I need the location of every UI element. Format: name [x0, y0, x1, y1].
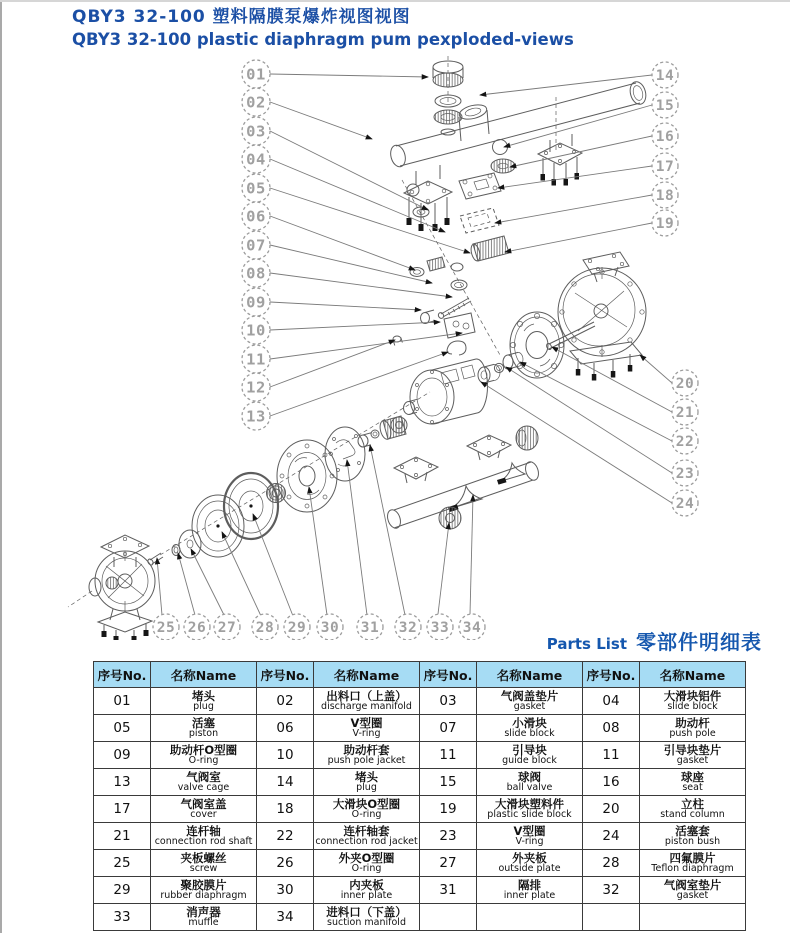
part-name-en: V-ring	[352, 728, 381, 740]
part-name-zh: 助动杆O型圈	[169, 742, 238, 757]
part-name-cell	[314, 769, 420, 796]
part-no-cell	[583, 904, 640, 931]
part-name-cell	[477, 715, 583, 742]
part-name-cell	[477, 823, 583, 850]
part-name-en: screw	[189, 863, 218, 875]
callout-11	[242, 345, 270, 373]
part-no-cell: 27	[420, 850, 477, 877]
callout-23	[672, 460, 698, 486]
part-name-zh: 气阀室	[186, 769, 221, 784]
svg-text:26: 26	[187, 620, 207, 636]
callout-20	[672, 370, 698, 396]
parts-row	[94, 823, 746, 850]
part-name-cell	[640, 877, 746, 904]
part-name-zh: 连杆轴	[186, 823, 221, 838]
callout-bubbles	[153, 60, 698, 640]
part-name-zh: 消声器	[186, 904, 221, 919]
part-no-cell: 11	[583, 742, 640, 769]
part-no-cell: 29	[94, 877, 151, 904]
callout-02	[242, 88, 270, 116]
part-no-cell: 02	[257, 688, 314, 715]
svg-text:30: 30	[320, 620, 340, 636]
part-name-zh: 气阀室盖	[180, 796, 227, 811]
part-name-zh: 球阀	[518, 769, 541, 784]
part-name-zh: 气阀室垫片	[663, 877, 722, 892]
part-name-cell	[640, 904, 746, 931]
part-name-en: V-ring	[515, 836, 544, 848]
part-name-en: push pole	[669, 728, 716, 740]
exploded-view-diagram	[0, 55, 790, 640]
part-no-cell: 31	[420, 877, 477, 904]
part-name-zh: 小滑块	[512, 715, 547, 730]
part-name-en: slide block	[504, 728, 555, 740]
parts-row	[94, 796, 746, 823]
callout-32	[395, 614, 421, 640]
part-name-zh: 进料口（下盖）	[326, 904, 407, 919]
part-name-en: gasket	[676, 890, 709, 902]
exploded-drawing	[0, 55, 790, 640]
part-name-cell	[477, 769, 583, 796]
part-no-cell: 03	[420, 688, 477, 715]
part-no-cell: 33	[94, 904, 151, 931]
callout-03	[242, 117, 270, 145]
callout-07	[242, 231, 270, 259]
svg-text:27: 27	[217, 620, 237, 636]
svg-text:15: 15	[655, 98, 675, 114]
svg-text:14: 14	[655, 68, 675, 84]
part-name-cell	[640, 715, 746, 742]
part-name-en: plug	[356, 782, 377, 794]
part-name-en: O-ring	[351, 809, 382, 821]
parts-row	[94, 769, 746, 796]
part-name-cell	[477, 688, 583, 715]
part-no-cell: 34	[257, 904, 314, 931]
part-name-zh: 球座	[681, 769, 704, 784]
part-no-cell: 15	[420, 769, 477, 796]
svg-text:09: 09	[246, 293, 266, 312]
part-name-cell	[477, 877, 583, 904]
part-name-zh: 堵头	[192, 688, 215, 703]
part-name-cell	[314, 877, 420, 904]
part-name-cell	[640, 769, 746, 796]
callout-26	[184, 614, 210, 640]
leader-lines	[157, 74, 675, 616]
col-header-name: 名称Name	[314, 662, 420, 688]
part-name-cell	[640, 688, 746, 715]
callout-29	[284, 614, 310, 640]
callout-08	[242, 259, 270, 287]
part-name-zh: 出料口（上盖）	[326, 688, 407, 703]
svg-text:12: 12	[246, 378, 266, 397]
center-pump-body	[391, 359, 488, 433]
title-block	[72, 6, 574, 50]
part-name-zh: 堵头	[355, 769, 378, 784]
part-name-en: suction manifold	[327, 917, 406, 929]
part-no-cell: 28	[583, 850, 640, 877]
part-name-cell	[151, 688, 257, 715]
svg-text:10: 10	[246, 321, 266, 340]
part-name-cell	[151, 823, 257, 850]
svg-text:07: 07	[246, 236, 266, 255]
part-name-en: connection rod jacket	[315, 836, 418, 848]
part-name-cell	[477, 904, 583, 931]
part-name-en: piston bush	[664, 836, 721, 848]
part-no-cell: 22	[257, 823, 314, 850]
svg-text:34: 34	[462, 620, 482, 636]
part-name-zh: 活塞套	[675, 823, 710, 838]
parts-row	[94, 904, 746, 931]
part-name-zh: 活塞	[192, 715, 215, 730]
col-header-no: 序号No.	[420, 662, 477, 688]
callout-15	[652, 92, 678, 118]
svg-text:11: 11	[246, 350, 266, 369]
callout-16	[652, 123, 678, 149]
callout-05	[242, 174, 270, 202]
part-name-zh: 大滑块塑料件	[495, 796, 564, 811]
part-name-cell	[477, 742, 583, 769]
svg-text:28: 28	[255, 620, 275, 636]
part-no-cell: 32	[583, 877, 640, 904]
part-name-en: stand column	[660, 809, 725, 821]
svg-text:29: 29	[287, 620, 307, 636]
part-name-cell	[314, 850, 420, 877]
callout-18	[652, 182, 678, 208]
part-name-cell	[477, 796, 583, 823]
part-no-cell: 25	[94, 850, 151, 877]
part-name-en: push pole jacket	[327, 755, 406, 767]
callout-27	[214, 614, 240, 640]
part-name-cell	[477, 850, 583, 877]
part-name-cell	[314, 823, 420, 850]
part-no-cell: 18	[257, 796, 314, 823]
svg-text:04: 04	[246, 150, 266, 169]
part-name-zh: V型圈	[350, 715, 383, 730]
part-name-en: inner plate	[340, 890, 393, 902]
part-name-en: ball valve	[506, 782, 553, 794]
part-no-cell: 20	[583, 796, 640, 823]
svg-text:23: 23	[675, 466, 695, 482]
svg-text:18: 18	[655, 188, 675, 204]
part-name-zh: 内夹板	[349, 877, 384, 892]
part-name-cell	[314, 742, 420, 769]
part-name-en: piston	[188, 728, 219, 740]
part-name-cell	[151, 796, 257, 823]
part-no-cell: 17	[94, 796, 151, 823]
part-name-en: guide block	[502, 755, 557, 767]
part-name-en: O-ring	[351, 863, 382, 875]
part-no-cell: 09	[94, 742, 151, 769]
part-name-en: plug	[193, 701, 214, 713]
part-name-en: cover	[190, 809, 217, 821]
parts-table-header	[94, 662, 746, 688]
part-name-zh: 外夹O型圈	[338, 850, 395, 865]
part-no-cell: 07	[420, 715, 477, 742]
callout-22	[672, 428, 698, 454]
col-header-no: 序号No.	[94, 662, 151, 688]
callout-04	[242, 145, 270, 173]
part-name-cell	[151, 850, 257, 877]
callout-25	[153, 614, 179, 640]
parts-list-heading-zh: 零部件明细表	[636, 630, 762, 654]
part-name-cell	[314, 715, 420, 742]
part-no-cell: 04	[583, 688, 640, 715]
part-no-cell: 14	[257, 769, 314, 796]
part-name-cell	[640, 742, 746, 769]
part-name-en: muffle	[188, 917, 219, 929]
parts-row	[94, 688, 746, 715]
svg-text:31: 31	[360, 620, 380, 636]
col-header-name: 名称Name	[151, 662, 257, 688]
parts-row	[94, 877, 746, 904]
part-no-cell: 01	[94, 688, 151, 715]
callout-19	[652, 210, 678, 236]
parts-list-heading-en: Parts List	[546, 635, 627, 653]
parts-row	[94, 850, 746, 877]
part-name-zh: 四氟膜片	[669, 850, 716, 865]
page-title-zh: QBY3 32-100 塑料隔膜泵爆炸视图视图	[72, 7, 411, 27]
svg-text:17: 17	[655, 159, 675, 175]
part-name-cell	[151, 742, 257, 769]
part-name-zh: 引导块垫片	[663, 742, 722, 757]
part-name-zh: 连杆轴套	[343, 823, 390, 838]
part-no-cell: 23	[420, 823, 477, 850]
part-no-cell: 13	[94, 769, 151, 796]
svg-text:03: 03	[246, 122, 266, 141]
svg-text:16: 16	[655, 129, 675, 145]
part-name-en: plastic slide block	[487, 809, 572, 821]
part-no-cell: 26	[257, 850, 314, 877]
part-name-zh: 大滑块O型圈	[332, 796, 401, 811]
part-name-zh: 助动杆套	[343, 742, 390, 757]
callout-13	[242, 402, 270, 430]
part-no-cell: 16	[583, 769, 640, 796]
callout-06	[242, 202, 270, 230]
part-name-zh: 大滑块铝件	[663, 688, 722, 703]
svg-text:13: 13	[246, 407, 266, 426]
suction-manifold	[385, 426, 541, 530]
svg-text:33: 33	[430, 620, 450, 636]
callout-21	[672, 399, 698, 425]
svg-text:02: 02	[246, 93, 266, 112]
part-name-en: slide block	[667, 701, 718, 713]
svg-text:20: 20	[675, 376, 695, 392]
part-no-cell: 19	[420, 796, 477, 823]
callout-12	[242, 373, 270, 401]
diaphragm-disc-chain	[147, 416, 406, 566]
part-name-en: O-ring	[188, 755, 219, 767]
part-name-cell	[151, 769, 257, 796]
part-name-zh: 气阀盖垫片	[500, 688, 559, 703]
part-name-en: gasket	[676, 755, 709, 767]
part-name-zh: 聚胶膜片	[180, 877, 227, 892]
part-no-cell: 30	[257, 877, 314, 904]
parts-table-body	[94, 688, 746, 931]
svg-text:22: 22	[675, 434, 695, 450]
part-no-cell: 21	[94, 823, 151, 850]
callout-33	[427, 614, 453, 640]
part-name-cell	[314, 796, 420, 823]
part-name-zh: V型圈	[513, 823, 546, 838]
callout-10	[242, 316, 270, 344]
part-no-cell: 11	[420, 742, 477, 769]
part-no-cell: 10	[257, 742, 314, 769]
parts-table	[93, 661, 746, 931]
part-name-en: rubber diaphragm	[160, 890, 247, 902]
parts-row	[94, 742, 746, 769]
part-name-cell	[640, 823, 746, 850]
part-name-zh: 隔排	[518, 877, 541, 892]
part-name-en: Teflon diaphragm	[651, 863, 734, 875]
part-no-cell: 05	[94, 715, 151, 742]
part-name-zh: 引导块	[512, 742, 547, 757]
part-name-en: gasket	[513, 701, 546, 713]
svg-text:08: 08	[246, 264, 266, 283]
callout-31	[357, 614, 383, 640]
callout-34	[459, 614, 485, 640]
part-name-cell	[151, 904, 257, 931]
part-no-cell: 08	[583, 715, 640, 742]
part-name-en: valve cage	[177, 782, 230, 794]
page-title-en: QBY3 32-100 plastic diaphragm pum pexploded-views	[72, 29, 574, 49]
svg-text:24: 24	[675, 496, 695, 512]
callout-17	[652, 153, 678, 179]
part-no-cell: 06	[257, 715, 314, 742]
callout-24	[672, 490, 698, 516]
svg-text:01: 01	[246, 65, 266, 84]
scan-edge-top	[0, 0, 790, 2]
small-parts-chain	[393, 184, 475, 355]
col-header-name: 名称Name	[477, 662, 583, 688]
part-name-cell	[640, 850, 746, 877]
part-name-cell	[314, 688, 420, 715]
callout-01	[242, 60, 270, 88]
callout-14	[652, 62, 678, 88]
parts-header-row	[94, 662, 746, 688]
part-name-zh: 外夹板	[512, 850, 547, 865]
col-header-no: 序号No.	[583, 662, 640, 688]
col-header-no: 序号No.	[257, 662, 314, 688]
svg-text:19: 19	[655, 216, 675, 232]
part-name-en: inner plate	[503, 890, 556, 902]
callout-30	[317, 614, 343, 640]
part-name-zh: 助动杆	[675, 715, 710, 730]
valve-cover-plates	[459, 173, 509, 262]
part-name-en: outside plate	[498, 863, 561, 875]
part-name-en: seat	[682, 782, 703, 794]
svg-text:06: 06	[246, 207, 266, 226]
col-header-name: 名称Name	[640, 662, 746, 688]
part-name-zh: 立柱	[681, 796, 704, 811]
part-name-cell	[151, 877, 257, 904]
svg-text:21: 21	[675, 405, 695, 421]
svg-text:25: 25	[156, 620, 176, 636]
part-name-cell	[314, 904, 420, 931]
part-name-en: discharge manifold	[321, 701, 412, 713]
parts-row	[94, 715, 746, 742]
part-name-cell	[151, 715, 257, 742]
svg-text:32: 32	[398, 620, 418, 636]
part-name-en: connection rod shaft	[154, 836, 253, 848]
construction-lines	[160, 56, 556, 555]
assembled-pump-bottom-left	[68, 535, 155, 640]
svg-text:05: 05	[246, 179, 266, 198]
part-name-cell	[640, 796, 746, 823]
part-no-cell	[420, 904, 477, 931]
callout-28	[252, 614, 278, 640]
part-no-cell: 24	[583, 823, 640, 850]
part-name-zh: 夹板螺丝	[180, 850, 227, 865]
callout-09	[242, 288, 270, 316]
parts-list-heading	[547, 626, 762, 655]
